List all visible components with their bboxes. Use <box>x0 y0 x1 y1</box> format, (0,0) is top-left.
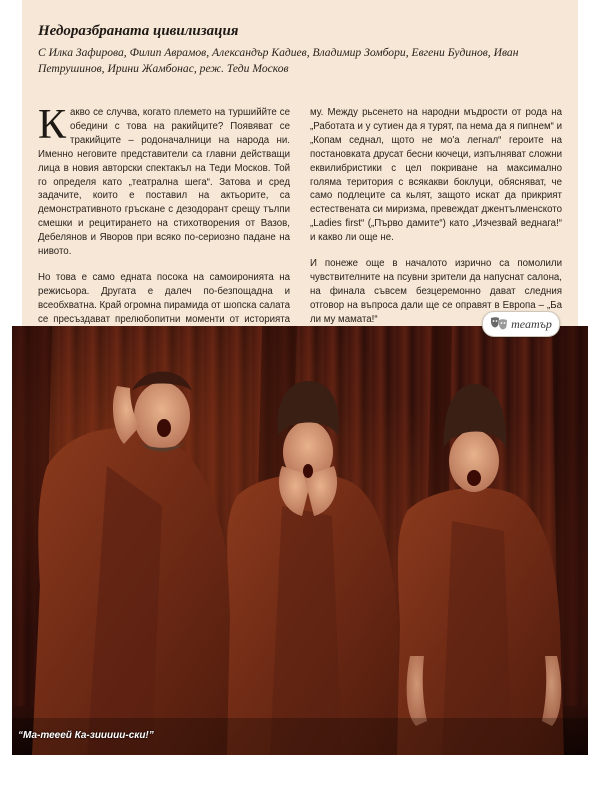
paragraph-text: акво се случва, когато племето на туршиййте се обедини с това на ракийците? Появяват се тракийците – родоначалници на народа ни. Именно неговите представители са главни действащи лица в новия авторски спектакъл на Теди Москов. Той го определя като „театрална шега“. Затова и сред задачите, които е поставил на актьорите, са демонстративното гръскане с дезодорант срещу тълпи смешки и рецитирането на стихотворения от Вазов, Дебелянов и Яворов при всяко по-сериозно падане на нивото. <box>38 107 290 258</box>
paragraph: Но това е само едната посока на самоиронията на режисьора. Другата е далеч по-безпощадна и всеобхватна. Край огромна пирамида от шопска салата се пресъздават прелюбопитни моменти от историята <box>38 271 290 325</box>
stage-scene <box>12 326 588 755</box>
text-column-left <box>38 102 290 353</box>
actor-left <box>32 371 242 755</box>
paragraph: И понеже още в началото изрично са помолили чувствителните на псувни зрители да напуснат салона, на финала съвсем безцеремонно дават следния отговор на въпроса дали ще се оправят в Европа – „Ба ли му мамата!“ <box>310 258 562 325</box>
drop-cap: К <box>38 102 67 148</box>
paragraph: му. Между рьсенето на народни мъдрости от рода на „Работата и у сутиен да я турят, па нема да я пипнем“ и „Копам седнал, щото не мо'а легнал“ героите на постановката друсат бесни кючеци, изпълняват сложни еквилибристики с цел покриване на максимално голяма територия с всякакви боклуци, обясняват, че само подлеците са кьлят, защото искат да прикрият естествената си миризма, превеждат джентълменското „Ladies first“ („Първо дамите“) като „Изчезвай веднага!“ и какво ли още не. <box>310 107 562 244</box>
actor-right <box>397 384 564 755</box>
text-column-right <box>310 106 562 339</box>
section-tag-label: театър <box>511 316 552 331</box>
article-credits: С Илка Зафирова, Филип Аврамов, Александър Кадиев, Владимир Зомбори, Евгени Будинов, Иван Петрушинов, Ирини Жамбонас, реж. Теди Москов <box>38 46 519 75</box>
article-title: Недоразбраната цивилизация <box>38 23 239 39</box>
stage-photo <box>12 326 588 755</box>
paragraph <box>38 102 290 259</box>
photo-caption: “Ма-тееей Ка-зиииии-ски!” <box>18 730 154 741</box>
theater-masks-icon <box>490 316 508 332</box>
actor-center <box>227 381 402 755</box>
section-tag <box>482 311 560 337</box>
